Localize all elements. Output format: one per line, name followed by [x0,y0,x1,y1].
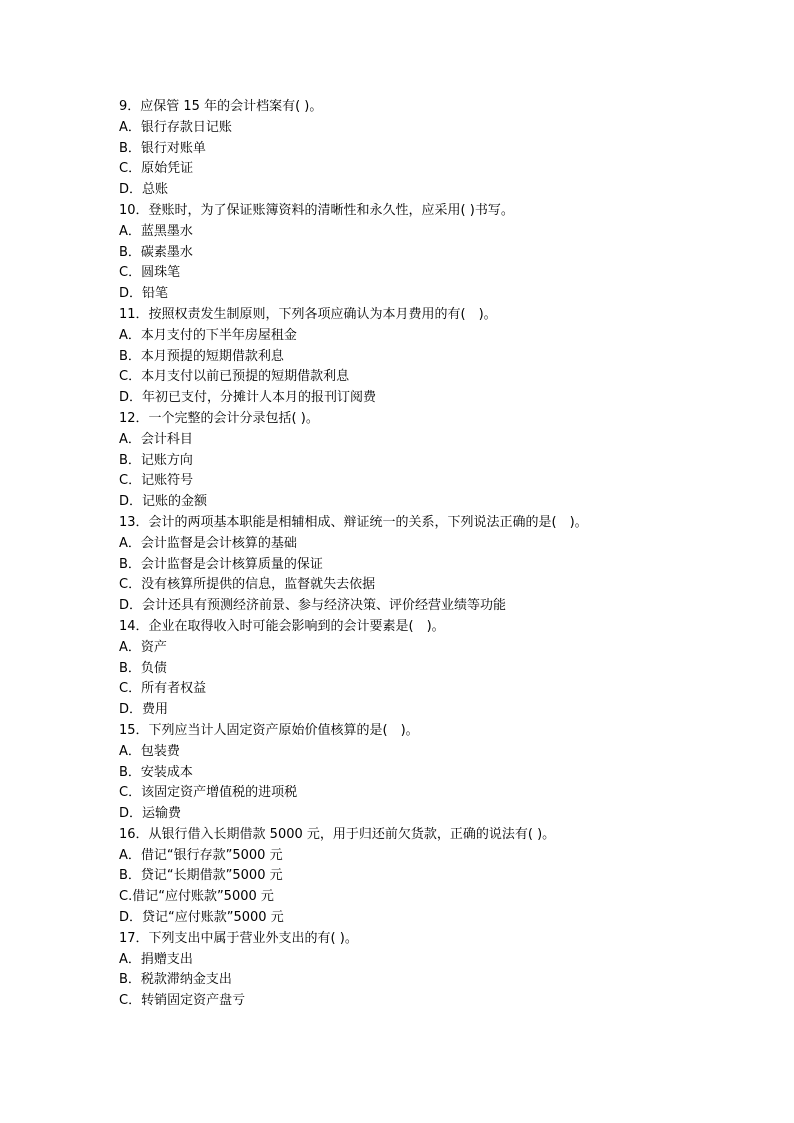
question-11-option-c: C．本月支付以前已预提的短期借款利息 [119,369,350,385]
question-15-option-a: A．包装费 [119,743,180,759]
question-9-option-b: B．银行对账单 [119,140,206,156]
question-12-option-b: B．记账方向 [119,452,193,468]
question-list [119,97,719,1012]
question-16-text: 16．从银行借入长期借款 5000 元，用于归还前欠货款，正确的说法有( )。 [119,826,556,842]
question-16-option-b: B．贷记“长期借款”5000 元 [119,868,283,884]
question-12-option-c: C．记账符号 [119,473,194,489]
question-12-option-d: D．记账的金额 [119,494,208,510]
question-13-option-d: D．会计还具有预测经济前景、参与经济决策、评价经营业绩等功能 [119,598,507,614]
question-10-option-c: C．圆珠笔 [119,265,181,281]
question-9-option-d: D．总账 [119,182,169,198]
question-14-option-d: D．费用 [119,702,169,718]
question-17-text: 17．下列支出中属于营业外支出的有( )。 [119,930,358,946]
question-14-text: 14．企业在取得收入时可能会影响到的会计要素是( )。 [119,618,445,634]
question-15-option-d: D．运输费 [119,806,182,822]
question-14-option-a: A．资产 [119,639,167,655]
question-16-option-d: D．贷记“应付账款”5000 元 [119,910,284,926]
question-12-text: 12．一个完整的会计分录包括( )。 [119,410,319,426]
question-11-option-b: B．本月预提的短期借款利息 [119,348,284,364]
question-15-text: 15．下列应当计人固定资产原始价值核算的是( )。 [119,722,419,738]
question-15-option-c: C．该固定资产增值税的进项税 [119,785,298,801]
question-9-option-a: A．银行存款日记账 [119,119,232,135]
question-14-option-b: B．负债 [119,660,167,676]
question-10-option-d: D．铅笔 [119,286,169,302]
question-16-option-a: A．借记“银行存款”5000 元 [119,847,283,863]
question-9-option-c: C．原始凭证 [119,161,194,177]
question-11-text: 11．按照权责发生制原则，下列各项应确认为本月费用的有( )。 [119,306,497,322]
question-12-option-a: A．会计科目 [119,431,193,447]
question-17-option-c: C．转销固定资产盘亏 [119,993,246,1009]
question-11-option-d: D．年初已支付，分摊计人本月的报刊订阅费 [119,390,377,406]
question-11-option-a: A．本月支付的下半年房屋租金 [119,327,297,343]
question-14-option-c: C．所有者权益 [119,681,207,697]
question-17-option-b: B．税款滞纳金支出 [119,972,232,988]
question-17-option-a: A．捐赠支出 [119,951,193,967]
question-10-text: 10．登账时，为了保证账簿资料的清晰性和永久性，应采用( )书写。 [119,202,514,218]
question-13-option-c: C．没有核算所提供的信息，监督就失去依据 [119,577,376,593]
question-10-option-b: B．碳素墨水 [119,244,193,260]
question-10-option-a: A．蓝黑墨水 [119,223,193,239]
question-16-option-c: C.借记“应付账款”5000 元 [119,889,274,905]
question-9-text: 9．应保管 15 年的会计档案有( )。 [119,99,323,114]
question-13-option-a: A．会计监督是会计核算的基础 [119,535,297,551]
question-13-text: 13．会计的两项基本职能是相辅相成、辩证统一的关系，下列说法正确的是( )。 [119,514,588,530]
question-13-option-b: B．会计监督是会计核算质量的保证 [119,556,323,572]
question-15-option-b: B．安装成本 [119,764,193,780]
